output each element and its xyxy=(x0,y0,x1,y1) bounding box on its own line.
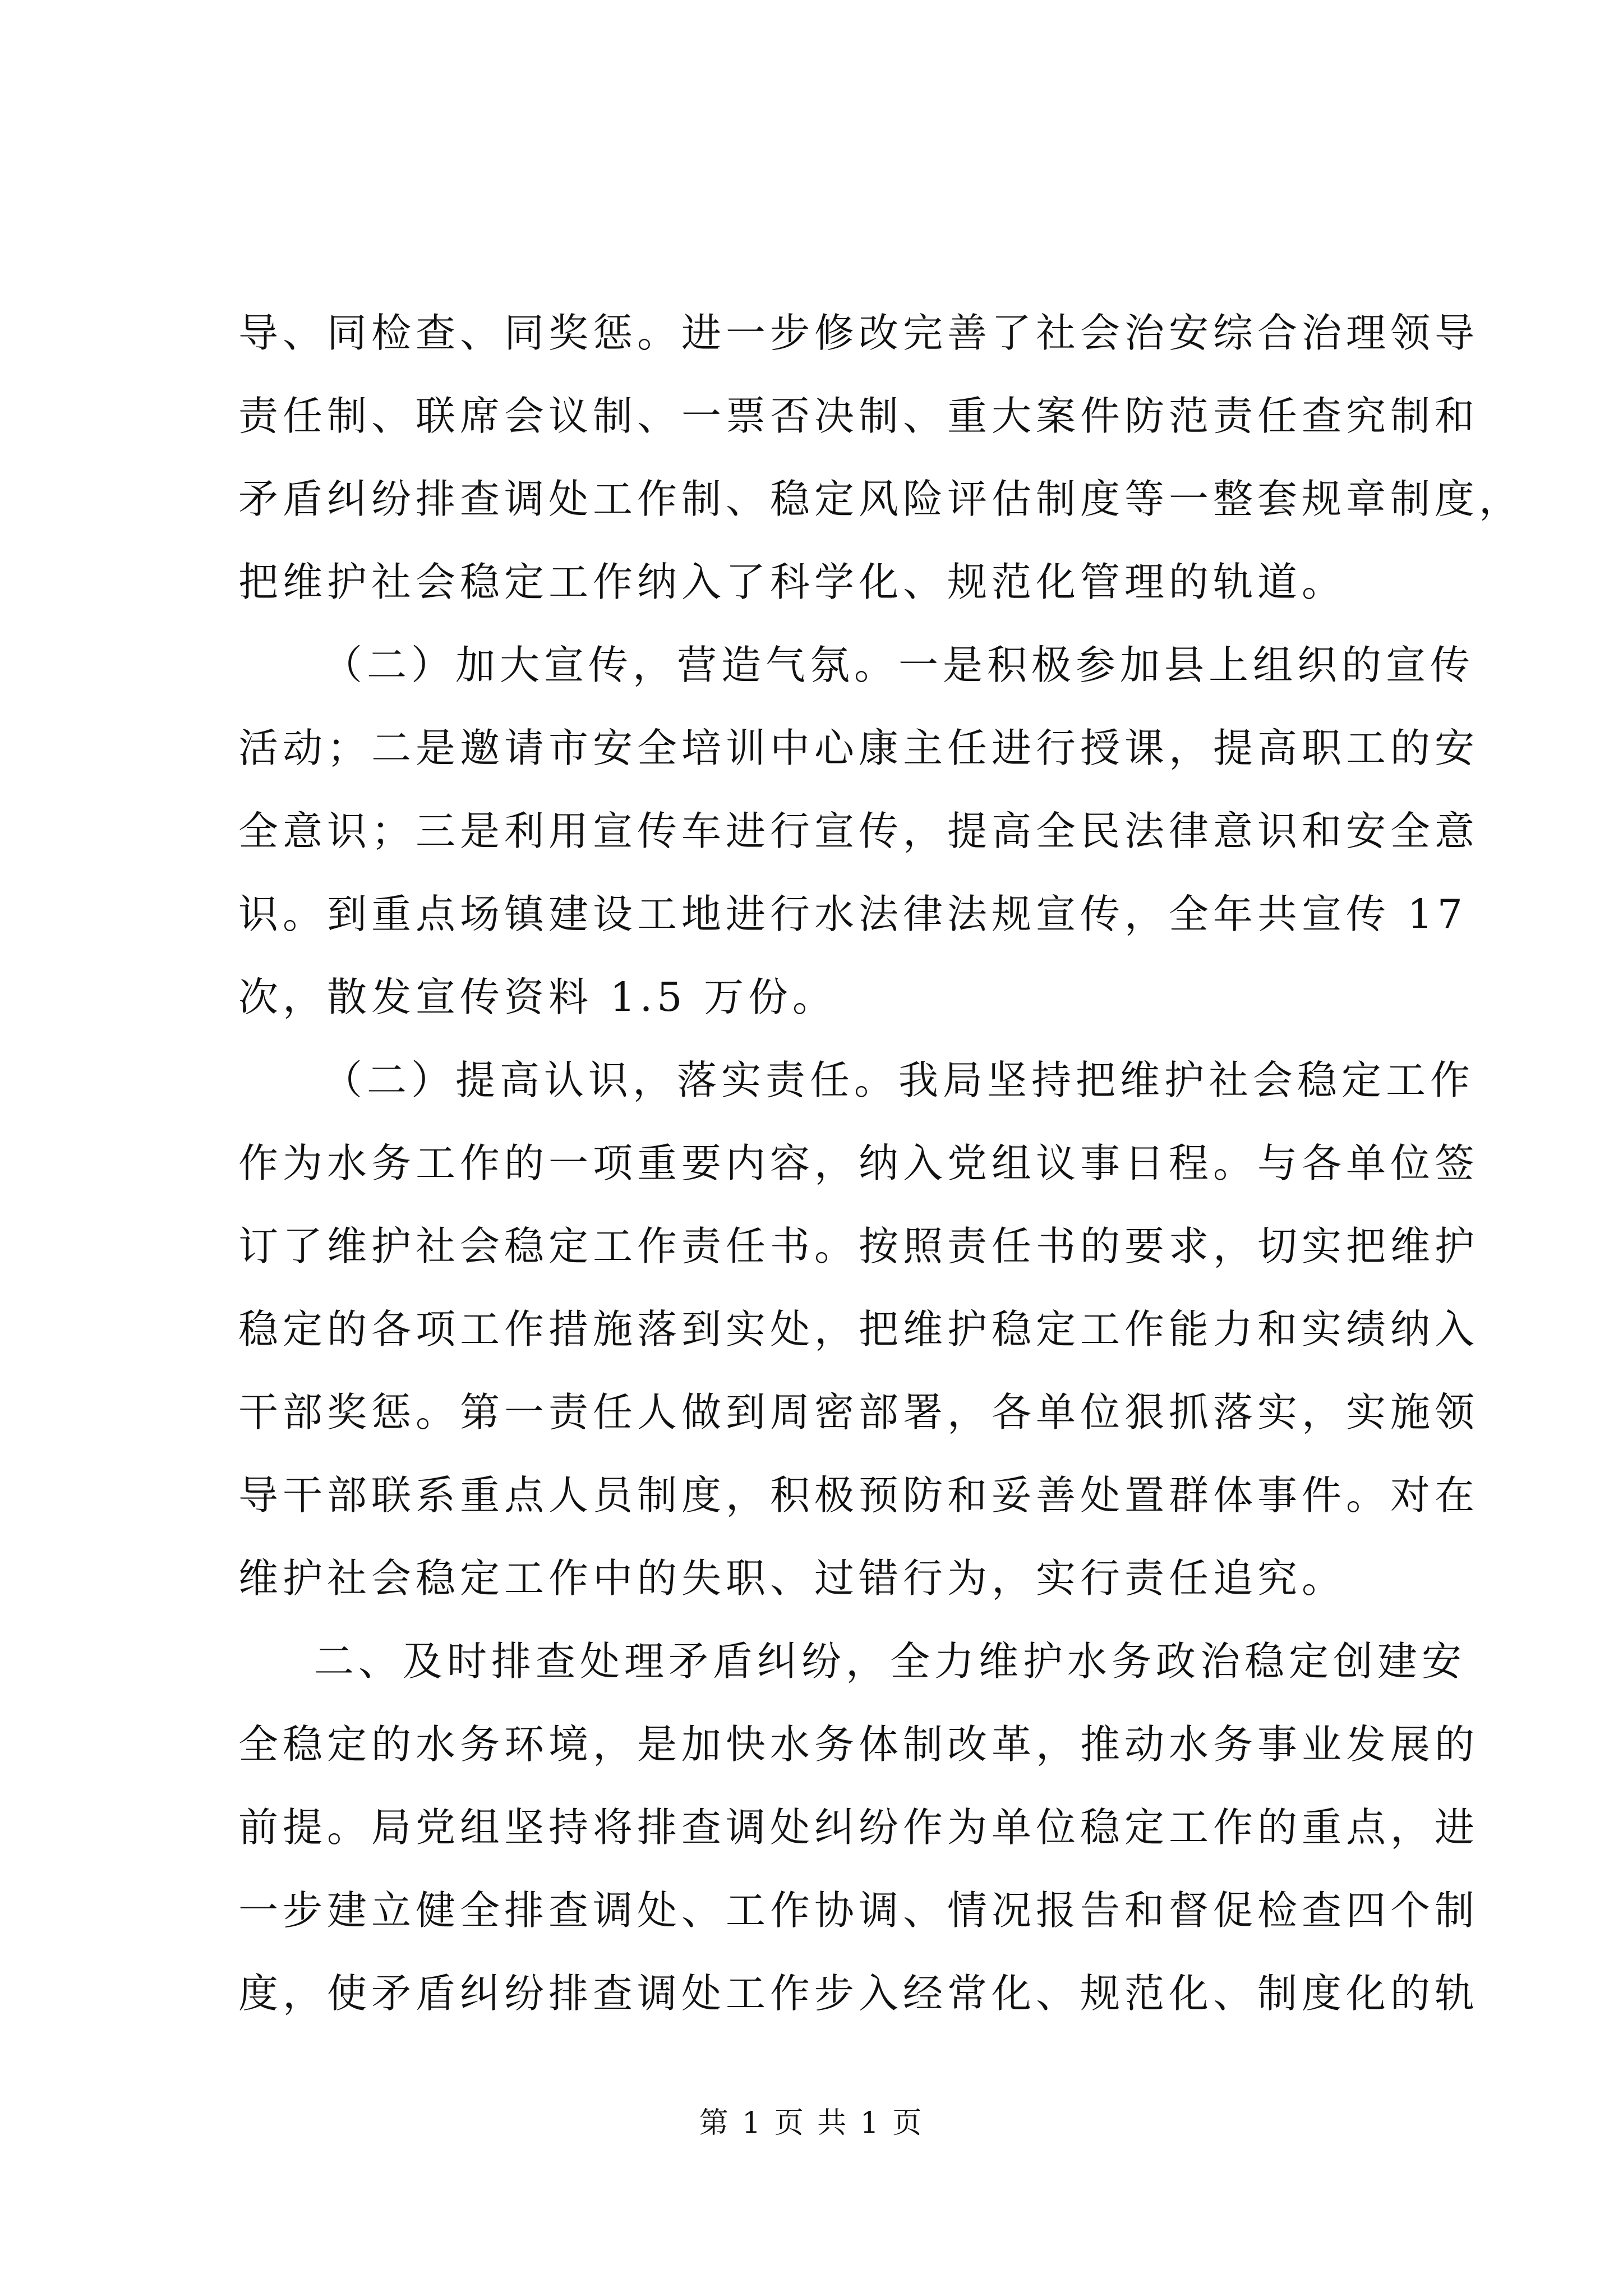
page-footer: 第 1 页 共 1 页 xyxy=(699,2106,924,2140)
text-line: 全意识；三是利用宣传车进行宣传，提高全民法律意识和安全意 xyxy=(238,808,1479,854)
text-line: 导干部联系重点人员制度，积极预防和妥善处置群体事件。对在 xyxy=(238,1472,1479,1519)
text-line: 矛盾纠纷排查调处工作制、稳定风险评估制度等一整套规章制度， xyxy=(238,476,1524,522)
text-line: 导、同检查、同奖惩。进一步修改完善了社会治安综合治理领导 xyxy=(238,310,1479,356)
text-line: 度，使矛盾纠纷排查调处工作步入经常化、规范化、制度化的轨 xyxy=(238,1970,1479,2017)
text-line: 识。到重点场镇建设工地进行水法律法规宣传，全年共宣传 17 xyxy=(238,891,1467,937)
text-line: 活动；二是邀请市安全培训中心康主任进行授课，提高职工的安 xyxy=(238,725,1479,771)
text-line: 维护社会稳定工作中的失职、过错行为，实行责任追究。 xyxy=(238,1555,1347,1602)
text-line: 次，散发宣传资料 1.5 万份。 xyxy=(238,974,837,1020)
text-line: 全稳定的水务环境，是加快水务体制改革，推动水务事业发展的 xyxy=(238,1721,1479,1768)
text-line: 责任制、联席会议制、一票否决制、重大案件防范责任查究制和 xyxy=(238,393,1479,439)
text-line: 稳定的各项工作措施落到实处，把维护稳定工作能力和实绩纳入 xyxy=(238,1306,1479,1352)
text-line: 一步建立健全排查调处、工作协调、情况报告和督促检查四个制 xyxy=(238,1887,1479,1934)
document-body xyxy=(238,292,1524,2035)
text-line: 作为水务工作的一项重要内容，纳入党组议事日程。与各单位签 xyxy=(238,1140,1479,1186)
paragraph-first-line: （二）提高认识，落实责任。我局坚持把维护社会稳定工作 xyxy=(322,1057,1475,1103)
text-line: 前提。局党组坚持将排查调处纠纷作为单位稳定工作的重点，进 xyxy=(238,1804,1479,1851)
paragraph-first-line: （二）加大宣传，营造气氛。一是积极参加县上组织的宣传 xyxy=(322,642,1475,688)
text-line: 干部奖惩。第一责任人做到周密部署，各单位狠抓落实，实施领 xyxy=(238,1389,1479,1435)
text-line: 订了维护社会稳定工作责任书。按照责任书的要求，切实把维护 xyxy=(238,1223,1479,1269)
paragraph-first-line: 二、及时排查处理矛盾纠纷，全力维护水务政治稳定创建安 xyxy=(314,1638,1467,1685)
text-line: 把维护社会稳定工作纳入了科学化、规范化管理的轨道。 xyxy=(238,559,1347,605)
